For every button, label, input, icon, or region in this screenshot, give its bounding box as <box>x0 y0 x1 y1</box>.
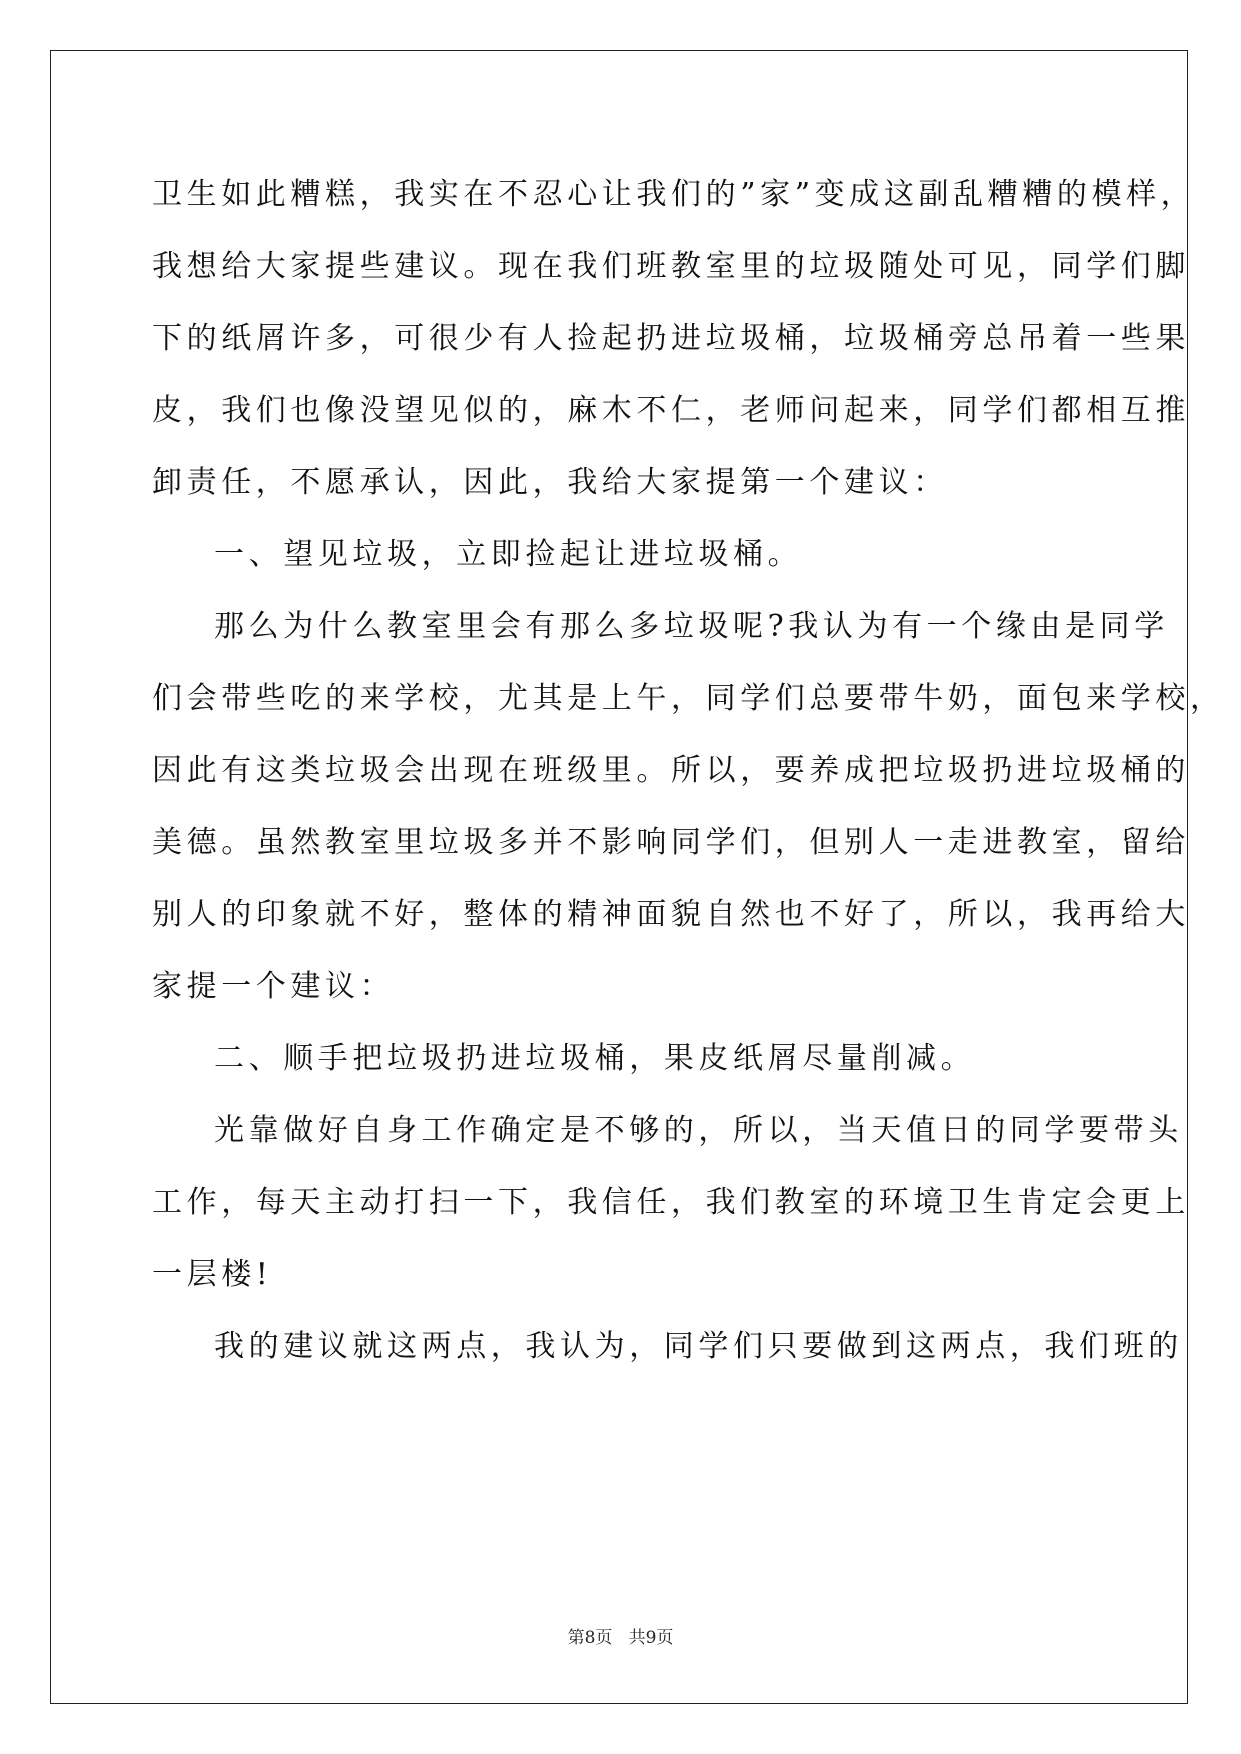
paragraph-start: 我的建议就这两点，我认为，同学们只要做到这两点，我们班的 <box>214 1329 1183 1364</box>
text-line: 下的纸屑许多，可很少有人捡起扔进垃圾桶，垃圾桶旁总吊着一些果 <box>152 321 1190 356</box>
section-heading-1: 一、望见垃圾，立即捡起让进垃圾桶。 <box>214 537 803 572</box>
text-line: 美德。虽然教室里垃圾多并不影响同学们，但别人一走进教室，留给 <box>152 825 1190 860</box>
text-line: 一层楼! <box>152 1257 273 1292</box>
page-number-footer: 第8页 共9页 <box>567 1628 674 1648</box>
text-line: 卸责任，不愿承认，因此，我给大家提第一个建议： <box>152 465 948 500</box>
text-line: 家提一个建议： <box>152 969 395 1004</box>
text-line: 卫生如此糟糕，我实在不忍心让我们的”家”变成这副乱糟糟的模样， <box>152 177 1196 212</box>
text-line: 因此有这类垃圾会出现在班级里。所以，要养成把垃圾扔进垃圾桶的 <box>152 753 1190 788</box>
paragraph-start: 那么为什么教室里会有那么多垃圾呢?我认为有一个缘由是同学 <box>214 609 1169 644</box>
paragraph-start: 光靠做好自身工作确定是不够的，所以，当天值日的同学要带头 <box>214 1113 1183 1148</box>
section-heading-2: 二、顺手把垃圾扔进垃圾桶，果皮纸屑尽量削减。 <box>214 1041 976 1076</box>
text-line: 别人的印象就不好，整体的精神面貌自然也不好了，所以，我再给大 <box>152 897 1190 932</box>
page-border <box>50 50 1188 1704</box>
text-line: 我想给大家提些建议。现在我们班教室里的垃圾随处可见，同学们脚 <box>152 249 1190 284</box>
text-line: 皮，我们也像没望见似的，麻木不仁，老师问起来，同学们都相互推 <box>152 393 1190 428</box>
text-line: 工作，每天主动打扫一下，我信任，我们教室的环境卫生肯定会更上 <box>152 1185 1190 1220</box>
text-line: 们会带些吃的来学校，尤其是上午，同学们总要带牛奶，面包来学校， <box>152 681 1225 716</box>
